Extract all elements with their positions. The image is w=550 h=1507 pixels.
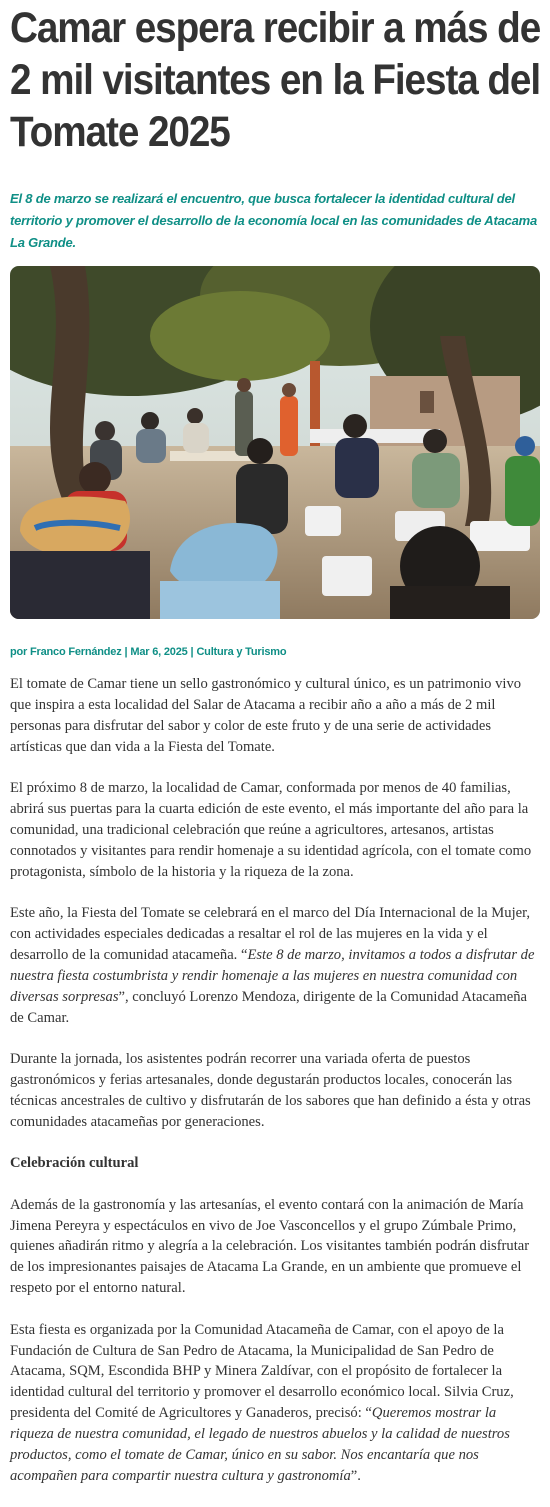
paragraph-6-text-end: ”. (350, 1468, 361, 1484)
paragraph-3-text-end: ”, concluyó Lorenzo Mendoza, dirigente de la Comunidad Atacameña de Camar. (10, 988, 527, 1026)
article-photo (10, 266, 540, 619)
article-lead: El 8 de marzo se realizará el encuentro, que busca fortalecer la identidad cultural del territorio y promover el desarrollo de la economía local en las comunidades de Atacama La Grande. (10, 191, 538, 250)
paragraph-3 (10, 903, 540, 1028)
section-heading: Celebración cultural (10, 1155, 139, 1172)
article (10, 0, 540, 1507)
publish-date: Mar 6, 2025 (130, 646, 188, 658)
byline-prefix: por (10, 646, 28, 658)
quote-cruz: Queremos mostrar la riqueza de nuestra comunidad, el legado de nuestros abuelos y la calidad de nuestros productos, como el tomate de Camar, único en su sabor. Nos encantaría que nos acompañen para compartir nuestra cultura y gastronomía (10, 1405, 510, 1484)
paragraph-4: Durante la jornada, los asistentes podrán recorrer una variada oferta de puestos gastronómicos y ferias artesanales, donde degustarán productos locales, conocerán las técnicas ancestrales de cultivo y disfrutarán de los sabores que han definido a ésta y otras comunidades atacameñas por generaciones. (10, 1051, 531, 1130)
paragraph-1: El tomate de Camar tiene un sello gastronómico y cultural único, es un patrimonio vivo que inspira a esta localidad del Salar de Atacama a recibir año a año a más de 2 mil personas para disfrutar del sabor y color de este fruto y de una serie de actividades artísticas que dan vida a la Fiesta del Tomate. (10, 676, 522, 755)
byline-separator: | (124, 646, 128, 658)
article-byline (10, 646, 540, 658)
paragraph-5: Además de la gastronomía y las artesanías, el evento contará con la animación de María Jimena Pereyra y espectáculos en vivo de Joe Vasconcellos y el grupo Zúmbale Primo, quienes añadirán ritmo y alegría a la celebración. Los visitantes también podrán disfrutar de los impresionantes paisajes de Atacama La Grande, en un ambiente que promueve el respeto por el entorno natural. (10, 1196, 530, 1297)
byline-separator: | (190, 646, 194, 658)
paragraph-6-text: Esta fiesta es organizada por la Comunidad Atacameña de Camar, con el apoyo de la Fundación de Cultura de San Pedro de Atacama, la Municipalidad de San Pedro de Atacama, SQM, Escondida BHP y Minera Zaldívar, con el propósito de fortalecer la identidad cultural del territorio y promover el desarrollo económico local. Silvia Cruz, presidenta del Comité de Agricultores y Ganaderos, precisó: “ (10, 1321, 514, 1422)
paragraph-2: El próximo 8 de marzo, la localidad de Camar, conformada por menos de 40 familias, abrirá sus puertas para la cuarta edición de este evento, el más importante del año para la comunidad, una tradicional celebración que reúne a agricultores, artesanos, artistas connotados y visitantes para rendir homenaje a su identidad agrícola, con el tomate como protagonista, símbolo de la historia y la riqueza de la zona. (10, 780, 532, 880)
paragraph-3-text: Este año, la Fiesta del Tomate se celebrará en el marco del Día Internacional de la Mujer, con actividades especiales dedicadas a resaltar el rol de las mujeres en la vida y el desarrollo de la comunidad atacameña. “ (10, 905, 531, 963)
category-link[interactable]: Cultura y Turismo (196, 646, 287, 658)
paragraph-6 (10, 1320, 540, 1487)
community-meeting-photo (10, 266, 540, 619)
author-link[interactable]: Franco Fernández (29, 646, 122, 658)
article-body (10, 674, 540, 1487)
quote-mendoza: Este 8 de marzo, invitamos a todos a disfrutar de nuestra fiesta costumbrista y rendir homenaje a las mujeres en nuestra comunidad con diversas sorpresas (10, 946, 535, 1005)
article-title: Camar espera recibir a más de 2 mil visitantes en la Fiesta del Tomate 2025 (10, 4, 541, 156)
